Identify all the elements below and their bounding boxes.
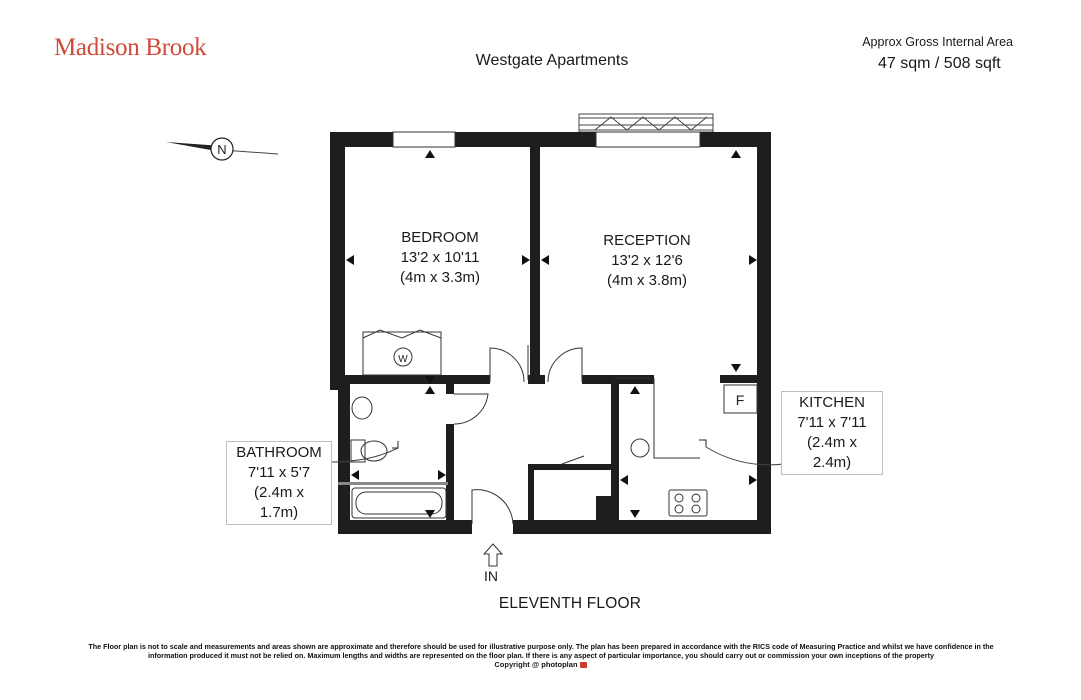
disclaimer: The Floor plan is not to scale and measurements and areas shown are approximate and therefore should be used for illustrative purpose only. The plan has been prepared in accordance with the RICS code of Measuring Practice and whilst we have confidence in the information produced it must not be relied on. Maximum lengths and widths are represented on the floor plan. If there is any aspect of particular importance, you should carry out or commission your own inceptions of the property bbox=[88, 642, 994, 661]
kitchen-name: KITCHEN bbox=[799, 394, 865, 411]
area-label: Approx Gross Internal Area bbox=[862, 35, 1013, 49]
bathroom-name: BATHROOM bbox=[236, 444, 322, 461]
balcony-window bbox=[579, 114, 713, 132]
compass-letter: N bbox=[217, 142, 227, 157]
area-value: 47 sqm / 508 sqft bbox=[878, 55, 1001, 72]
bedroom-imperial: 13'2 x 10'11 bbox=[400, 249, 480, 266]
measurement-arrows bbox=[346, 150, 757, 518]
doors bbox=[454, 345, 700, 524]
reception-label bbox=[587, 231, 707, 291]
kitchen-label bbox=[781, 391, 883, 475]
fixtures bbox=[351, 330, 757, 518]
property-title: Westgate Apartments bbox=[475, 52, 629, 69]
fridge-label: F bbox=[735, 392, 745, 408]
bedroom-metric: (4m x 3.3m) bbox=[399, 269, 480, 286]
kitchen-metric: (2.4m x 2.4m) bbox=[806, 434, 857, 471]
bedroom-name: BEDROOM bbox=[401, 229, 479, 246]
entrance-arrow-icon bbox=[484, 544, 502, 566]
hob-icon bbox=[669, 490, 707, 516]
compass-icon bbox=[166, 138, 278, 160]
bathroom-imperial: 7'11 x 5'7 bbox=[247, 464, 311, 481]
bedroom-label bbox=[380, 228, 500, 288]
reception-metric: (4m x 3.8m) bbox=[606, 272, 687, 289]
bedroom-window bbox=[393, 132, 455, 147]
kitchen-imperial: 7'11 x 7'11 bbox=[797, 414, 867, 431]
reception-imperial: 13'2 x 12'6 bbox=[611, 252, 683, 269]
washer-label: W bbox=[398, 354, 408, 365]
brand-logo: Madison Brook bbox=[54, 34, 207, 61]
entrance-label: IN bbox=[484, 568, 498, 584]
walls bbox=[330, 132, 771, 534]
photoplan-logo: photoplan bbox=[541, 660, 578, 669]
floor-label: ELEVENTH FLOOR bbox=[498, 595, 642, 612]
copyright bbox=[0, 660, 1081, 669]
bathroom-metric: (2.4m x 1.7m) bbox=[253, 484, 304, 521]
reception-window bbox=[596, 132, 700, 147]
callout-lines bbox=[330, 447, 830, 465]
copyright-label: Copyright @ bbox=[494, 660, 540, 669]
bathroom-label bbox=[226, 441, 332, 525]
photoplan-logo-icon bbox=[580, 662, 587, 668]
sink-icon bbox=[631, 439, 649, 457]
reception-name: RECEPTION bbox=[603, 232, 691, 249]
